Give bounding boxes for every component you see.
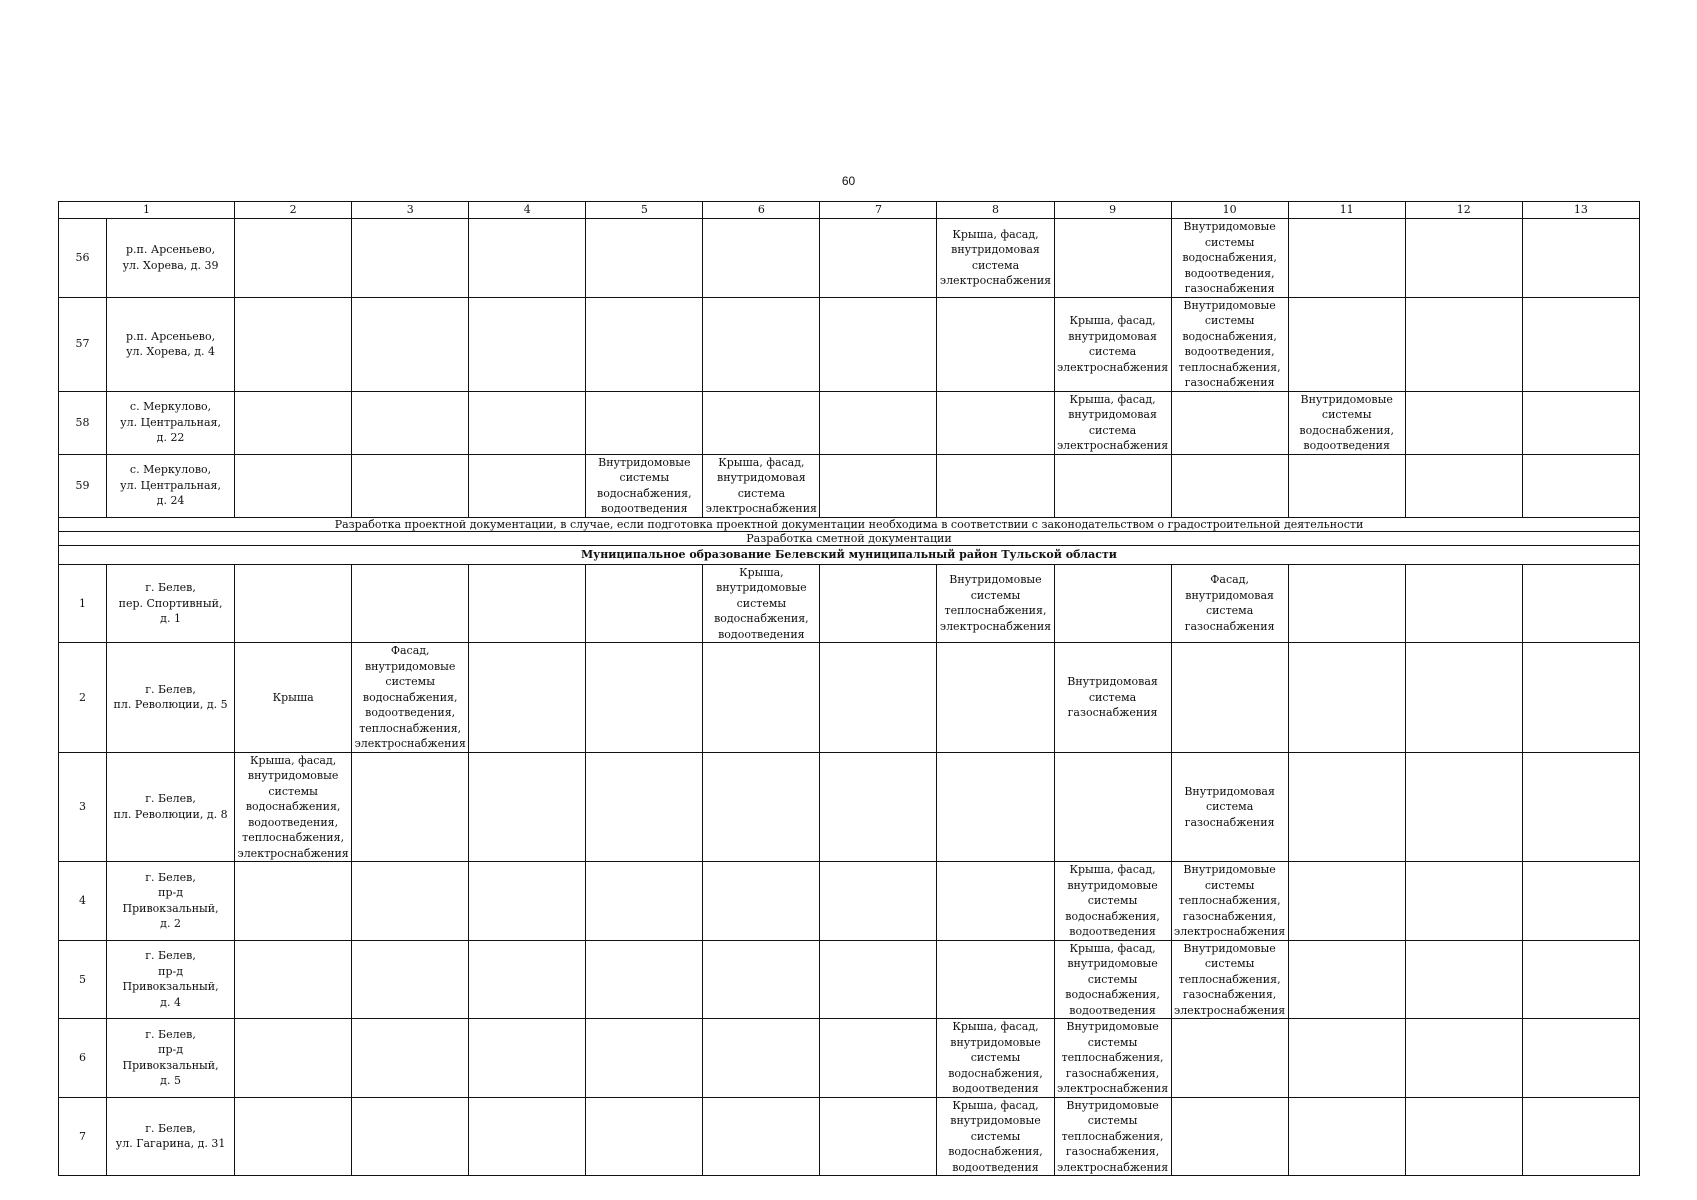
work-cell-col-6 xyxy=(703,297,820,391)
work-cell-col-2: Крыша xyxy=(235,643,352,753)
work-cell-col-12 xyxy=(1405,1097,1522,1176)
belev-row-6 xyxy=(59,1019,1640,1098)
row-number: 4 xyxy=(59,862,107,941)
work-cell-col-9 xyxy=(1054,219,1171,298)
project-documentation-note: Разработка проектной документации, в случае, если подготовка проектной документации необходима в соответствии с законодательством о градостроительной деятельности xyxy=(59,517,1640,531)
work-cell-col-12 xyxy=(1405,219,1522,298)
work-cell-col-10: Внутридомовые системы теплоснабжения, газоснабжения, электроснабжения xyxy=(1171,940,1288,1019)
header-cell-3: 3 xyxy=(352,202,469,219)
work-cell-col-3 xyxy=(352,752,469,862)
work-cell-col-3 xyxy=(352,297,469,391)
work-cell-col-7 xyxy=(820,219,937,298)
work-cell-col-7 xyxy=(820,643,937,753)
row-number: 59 xyxy=(59,454,107,517)
estimate-documentation-note-row xyxy=(59,531,1640,545)
work-cell-col-2 xyxy=(235,564,352,643)
work-cell-col-10: Внутридомовые системы водоснабжения, водоотведения, газоснабжения xyxy=(1171,219,1288,298)
work-cell-col-9: Крыша, фасад, внутридомовые системы водоснабжения, водоотведения xyxy=(1054,862,1171,941)
work-cell-col-10: Внутридомовые системы теплоснабжения, газоснабжения, электроснабжения xyxy=(1171,862,1288,941)
header-cell-1: 1 xyxy=(59,202,235,219)
address-cell: с. Меркулово, ул. Центральная, д. 22 xyxy=(107,391,235,454)
work-cell-col-7 xyxy=(820,862,937,941)
row-number: 6 xyxy=(59,1019,107,1098)
work-cell-col-7 xyxy=(820,1019,937,1098)
work-cell-col-5 xyxy=(586,297,703,391)
work-cell-col-6 xyxy=(703,1019,820,1098)
work-cell-col-3 xyxy=(352,391,469,454)
work-cell-col-13 xyxy=(1522,1019,1639,1098)
header-cell-10: 10 xyxy=(1171,202,1288,219)
work-cell-col-10: Внутридомовая система газоснабжения xyxy=(1171,752,1288,862)
work-cell-col-8 xyxy=(937,752,1054,862)
work-cell-col-11 xyxy=(1288,297,1405,391)
work-cell-col-4 xyxy=(469,862,586,941)
row-number: 7 xyxy=(59,1097,107,1176)
work-cell-col-6 xyxy=(703,862,820,941)
work-cell-col-9: Крыша, фасад, внутридомовая система электроснабжения xyxy=(1054,297,1171,391)
page-number: 60 xyxy=(841,174,856,188)
arsenevo-merkulovo-row-56 xyxy=(59,219,1640,298)
work-cell-col-13 xyxy=(1522,564,1639,643)
work-cell-col-8 xyxy=(937,297,1054,391)
belev-row-7 xyxy=(59,1097,1640,1176)
header-cell-12: 12 xyxy=(1405,202,1522,219)
work-cell-col-8 xyxy=(937,940,1054,1019)
header-cell-5: 5 xyxy=(586,202,703,219)
work-cell-col-13 xyxy=(1522,643,1639,753)
column-number-header xyxy=(59,202,1640,219)
work-cell-col-13 xyxy=(1522,454,1639,517)
work-cell-col-8: Крыша, фасад, внутридомовые системы водоснабжения, водоотведения xyxy=(937,1019,1054,1098)
work-cell-col-13 xyxy=(1522,219,1639,298)
work-cell-col-9 xyxy=(1054,454,1171,517)
belev-row-4 xyxy=(59,862,1640,941)
work-cell-col-5: Внутридомовые системы водоснабжения, водоотведения xyxy=(586,454,703,517)
work-cell-col-7 xyxy=(820,391,937,454)
work-cell-col-3 xyxy=(352,219,469,298)
work-cell-col-5 xyxy=(586,219,703,298)
work-cell-col-13 xyxy=(1522,297,1639,391)
work-cell-col-11 xyxy=(1288,752,1405,862)
work-cell-col-9: Крыша, фасад, внутридомовая система электроснабжения xyxy=(1054,391,1171,454)
work-cell-col-13 xyxy=(1522,1097,1639,1176)
work-cell-col-6 xyxy=(703,752,820,862)
header-cell-13: 13 xyxy=(1522,202,1639,219)
work-cell-col-11 xyxy=(1288,862,1405,941)
work-cell-col-7 xyxy=(820,752,937,862)
work-cell-col-7 xyxy=(820,297,937,391)
work-cell-col-2 xyxy=(235,940,352,1019)
work-cell-col-5 xyxy=(586,643,703,753)
work-cell-col-4 xyxy=(469,564,586,643)
address-cell: г. Белев, пл. Революции, д. 5 xyxy=(107,643,235,753)
belev-row-1 xyxy=(59,564,1640,643)
work-cell-col-6 xyxy=(703,1097,820,1176)
header-cell-7: 7 xyxy=(820,202,937,219)
row-number: 56 xyxy=(59,219,107,298)
work-cell-col-8: Крыша, фасад, внутридомовая система электроснабжения xyxy=(937,219,1054,298)
work-cell-col-2 xyxy=(235,391,352,454)
work-cell-col-12 xyxy=(1405,391,1522,454)
work-cell-col-7 xyxy=(820,564,937,643)
section-title: Муниципальное образование Белевский муниципальный район Тульской области xyxy=(59,545,1640,564)
work-cell-col-9: Внутридомовая система газоснабжения xyxy=(1054,643,1171,753)
work-cell-col-7 xyxy=(820,1097,937,1176)
work-cell-col-10 xyxy=(1171,643,1288,753)
work-cell-col-12 xyxy=(1405,643,1522,753)
work-cell-col-2 xyxy=(235,862,352,941)
address-cell: с. Меркулово, ул. Центральная, д. 24 xyxy=(107,454,235,517)
work-cell-col-8 xyxy=(937,391,1054,454)
arsenevo-merkulovo-row-57 xyxy=(59,297,1640,391)
work-cell-col-2 xyxy=(235,1097,352,1176)
arsenevo-merkulovo-row-58 xyxy=(59,391,1640,454)
address-cell: г. Белев, пр-д Привокзальный, д. 2 xyxy=(107,862,235,941)
work-cell-col-6 xyxy=(703,219,820,298)
work-cell-col-6: Крыша, фасад, внутридомовая система электроснабжения xyxy=(703,454,820,517)
work-cell-col-5 xyxy=(586,862,703,941)
row-number: 2 xyxy=(59,643,107,753)
work-cell-col-3 xyxy=(352,564,469,643)
address-cell: г. Белев, ул. Гагарина, д. 31 xyxy=(107,1097,235,1176)
work-cell-col-7 xyxy=(820,940,937,1019)
work-cell-col-6 xyxy=(703,940,820,1019)
work-cell-col-6: Крыша, внутридомовые системы водоснабжения, водоотведения xyxy=(703,564,820,643)
work-cell-col-4 xyxy=(469,643,586,753)
work-cell-col-10: Фасад, внутридомовая система газоснабжения xyxy=(1171,564,1288,643)
work-cell-col-11 xyxy=(1288,643,1405,753)
section-title-row xyxy=(59,545,1640,564)
row-number: 57 xyxy=(59,297,107,391)
work-cell-col-4 xyxy=(469,752,586,862)
work-cell-col-8 xyxy=(937,643,1054,753)
work-cell-col-11 xyxy=(1288,940,1405,1019)
work-cell-col-6 xyxy=(703,391,820,454)
work-cell-col-4 xyxy=(469,1097,586,1176)
work-cell-col-5 xyxy=(586,1019,703,1098)
work-cell-col-5 xyxy=(586,752,703,862)
work-cell-col-9: Внутридомовые системы теплоснабжения, газоснабжения, электроснабжения xyxy=(1054,1019,1171,1098)
work-cell-col-10 xyxy=(1171,454,1288,517)
work-cell-col-3 xyxy=(352,1019,469,1098)
work-cell-col-11 xyxy=(1288,219,1405,298)
row-number: 3 xyxy=(59,752,107,862)
belev-row-2 xyxy=(59,643,1640,753)
work-cell-col-3 xyxy=(352,1097,469,1176)
work-cell-col-2 xyxy=(235,219,352,298)
work-cell-col-4 xyxy=(469,1019,586,1098)
work-cell-col-12 xyxy=(1405,1019,1522,1098)
work-cell-col-11 xyxy=(1288,454,1405,517)
work-cell-col-9: Внутридомовые системы теплоснабжения, газоснабжения, электроснабжения xyxy=(1054,1097,1171,1176)
address-cell: г. Белев, пр-д Привокзальный, д. 5 xyxy=(107,1019,235,1098)
work-cell-col-5 xyxy=(586,1097,703,1176)
work-cell-col-13 xyxy=(1522,391,1639,454)
work-cell-col-3 xyxy=(352,454,469,517)
address-cell: р.п. Арсеньево, ул. Хорева, д. 39 xyxy=(107,219,235,298)
row-number: 5 xyxy=(59,940,107,1019)
work-cell-col-5 xyxy=(586,564,703,643)
work-cell-col-9 xyxy=(1054,564,1171,643)
address-cell: г. Белев, пл. Революции, д. 8 xyxy=(107,752,235,862)
work-cell-col-8 xyxy=(937,454,1054,517)
work-cell-col-12 xyxy=(1405,752,1522,862)
work-cell-col-13 xyxy=(1522,862,1639,941)
work-cell-col-12 xyxy=(1405,940,1522,1019)
work-cell-col-5 xyxy=(586,391,703,454)
header-cell-6: 6 xyxy=(703,202,820,219)
work-cell-col-11 xyxy=(1288,1019,1405,1098)
work-cell-col-4 xyxy=(469,454,586,517)
work-cell-col-8: Крыша, фасад, внутридомовые системы водоснабжения, водоотведения xyxy=(937,1097,1054,1176)
project-documentation-note-row xyxy=(59,517,1640,531)
work-cell-col-3 xyxy=(352,940,469,1019)
repair-schedule-table xyxy=(58,201,1640,1176)
work-cell-col-3 xyxy=(352,862,469,941)
belev-row-5 xyxy=(59,940,1640,1019)
work-cell-col-12 xyxy=(1405,454,1522,517)
work-cell-col-2: Крыша, фасад, внутридомовые системы водоснабжения, водоотведения, теплоснабжения, электроснабжения xyxy=(235,752,352,862)
work-cell-col-13 xyxy=(1522,940,1639,1019)
address-cell: р.п. Арсеньево, ул. Хорева, д. 4 xyxy=(107,297,235,391)
work-cell-col-5 xyxy=(586,940,703,1019)
work-cell-col-3: Фасад, внутридомовые системы водоснабжения, водоотведения, теплоснабжения, электроснабжения xyxy=(352,643,469,753)
work-cell-col-12 xyxy=(1405,564,1522,643)
header-cell-4: 4 xyxy=(469,202,586,219)
work-cell-col-12 xyxy=(1405,862,1522,941)
arsenevo-merkulovo-row-59 xyxy=(59,454,1640,517)
address-cell: г. Белев, пер. Спортивный, д. 1 xyxy=(107,564,235,643)
work-cell-col-2 xyxy=(235,297,352,391)
row-number: 1 xyxy=(59,564,107,643)
estimate-documentation-note: Разработка сметной документации xyxy=(59,531,1640,545)
work-cell-col-9 xyxy=(1054,752,1171,862)
work-cell-col-4 xyxy=(469,297,586,391)
work-cell-col-4 xyxy=(469,391,586,454)
work-cell-col-11 xyxy=(1288,1097,1405,1176)
work-cell-col-11 xyxy=(1288,564,1405,643)
work-cell-col-11: Внутридомовые системы водоснабжения, водоотведения xyxy=(1288,391,1405,454)
work-cell-col-2 xyxy=(235,1019,352,1098)
row-number: 58 xyxy=(59,391,107,454)
work-cell-col-8 xyxy=(937,862,1054,941)
work-cell-col-2 xyxy=(235,454,352,517)
belev-row-3 xyxy=(59,752,1640,862)
work-cell-col-12 xyxy=(1405,297,1522,391)
work-cell-col-10 xyxy=(1171,1097,1288,1176)
work-cell-col-10 xyxy=(1171,1019,1288,1098)
work-cell-col-10: Внутридомовые системы водоснабжения, водоотведения, теплоснабжения, газоснабжения xyxy=(1171,297,1288,391)
work-cell-col-4 xyxy=(469,219,586,298)
header-cell-11: 11 xyxy=(1288,202,1405,219)
work-cell-col-13 xyxy=(1522,752,1639,862)
address-cell: г. Белев, пр-д Привокзальный, д. 4 xyxy=(107,940,235,1019)
header-cell-9: 9 xyxy=(1054,202,1171,219)
work-cell-col-4 xyxy=(469,940,586,1019)
header-cell-8: 8 xyxy=(937,202,1054,219)
work-cell-col-9: Крыша, фасад, внутридомовые системы водоснабжения, водоотведения xyxy=(1054,940,1171,1019)
work-cell-col-8: Внутридомовые системы теплоснабжения, электроснабжения xyxy=(937,564,1054,643)
work-cell-col-7 xyxy=(820,454,937,517)
header-cell-2: 2 xyxy=(235,202,352,219)
work-cell-col-10 xyxy=(1171,391,1288,454)
work-cell-col-6 xyxy=(703,643,820,753)
